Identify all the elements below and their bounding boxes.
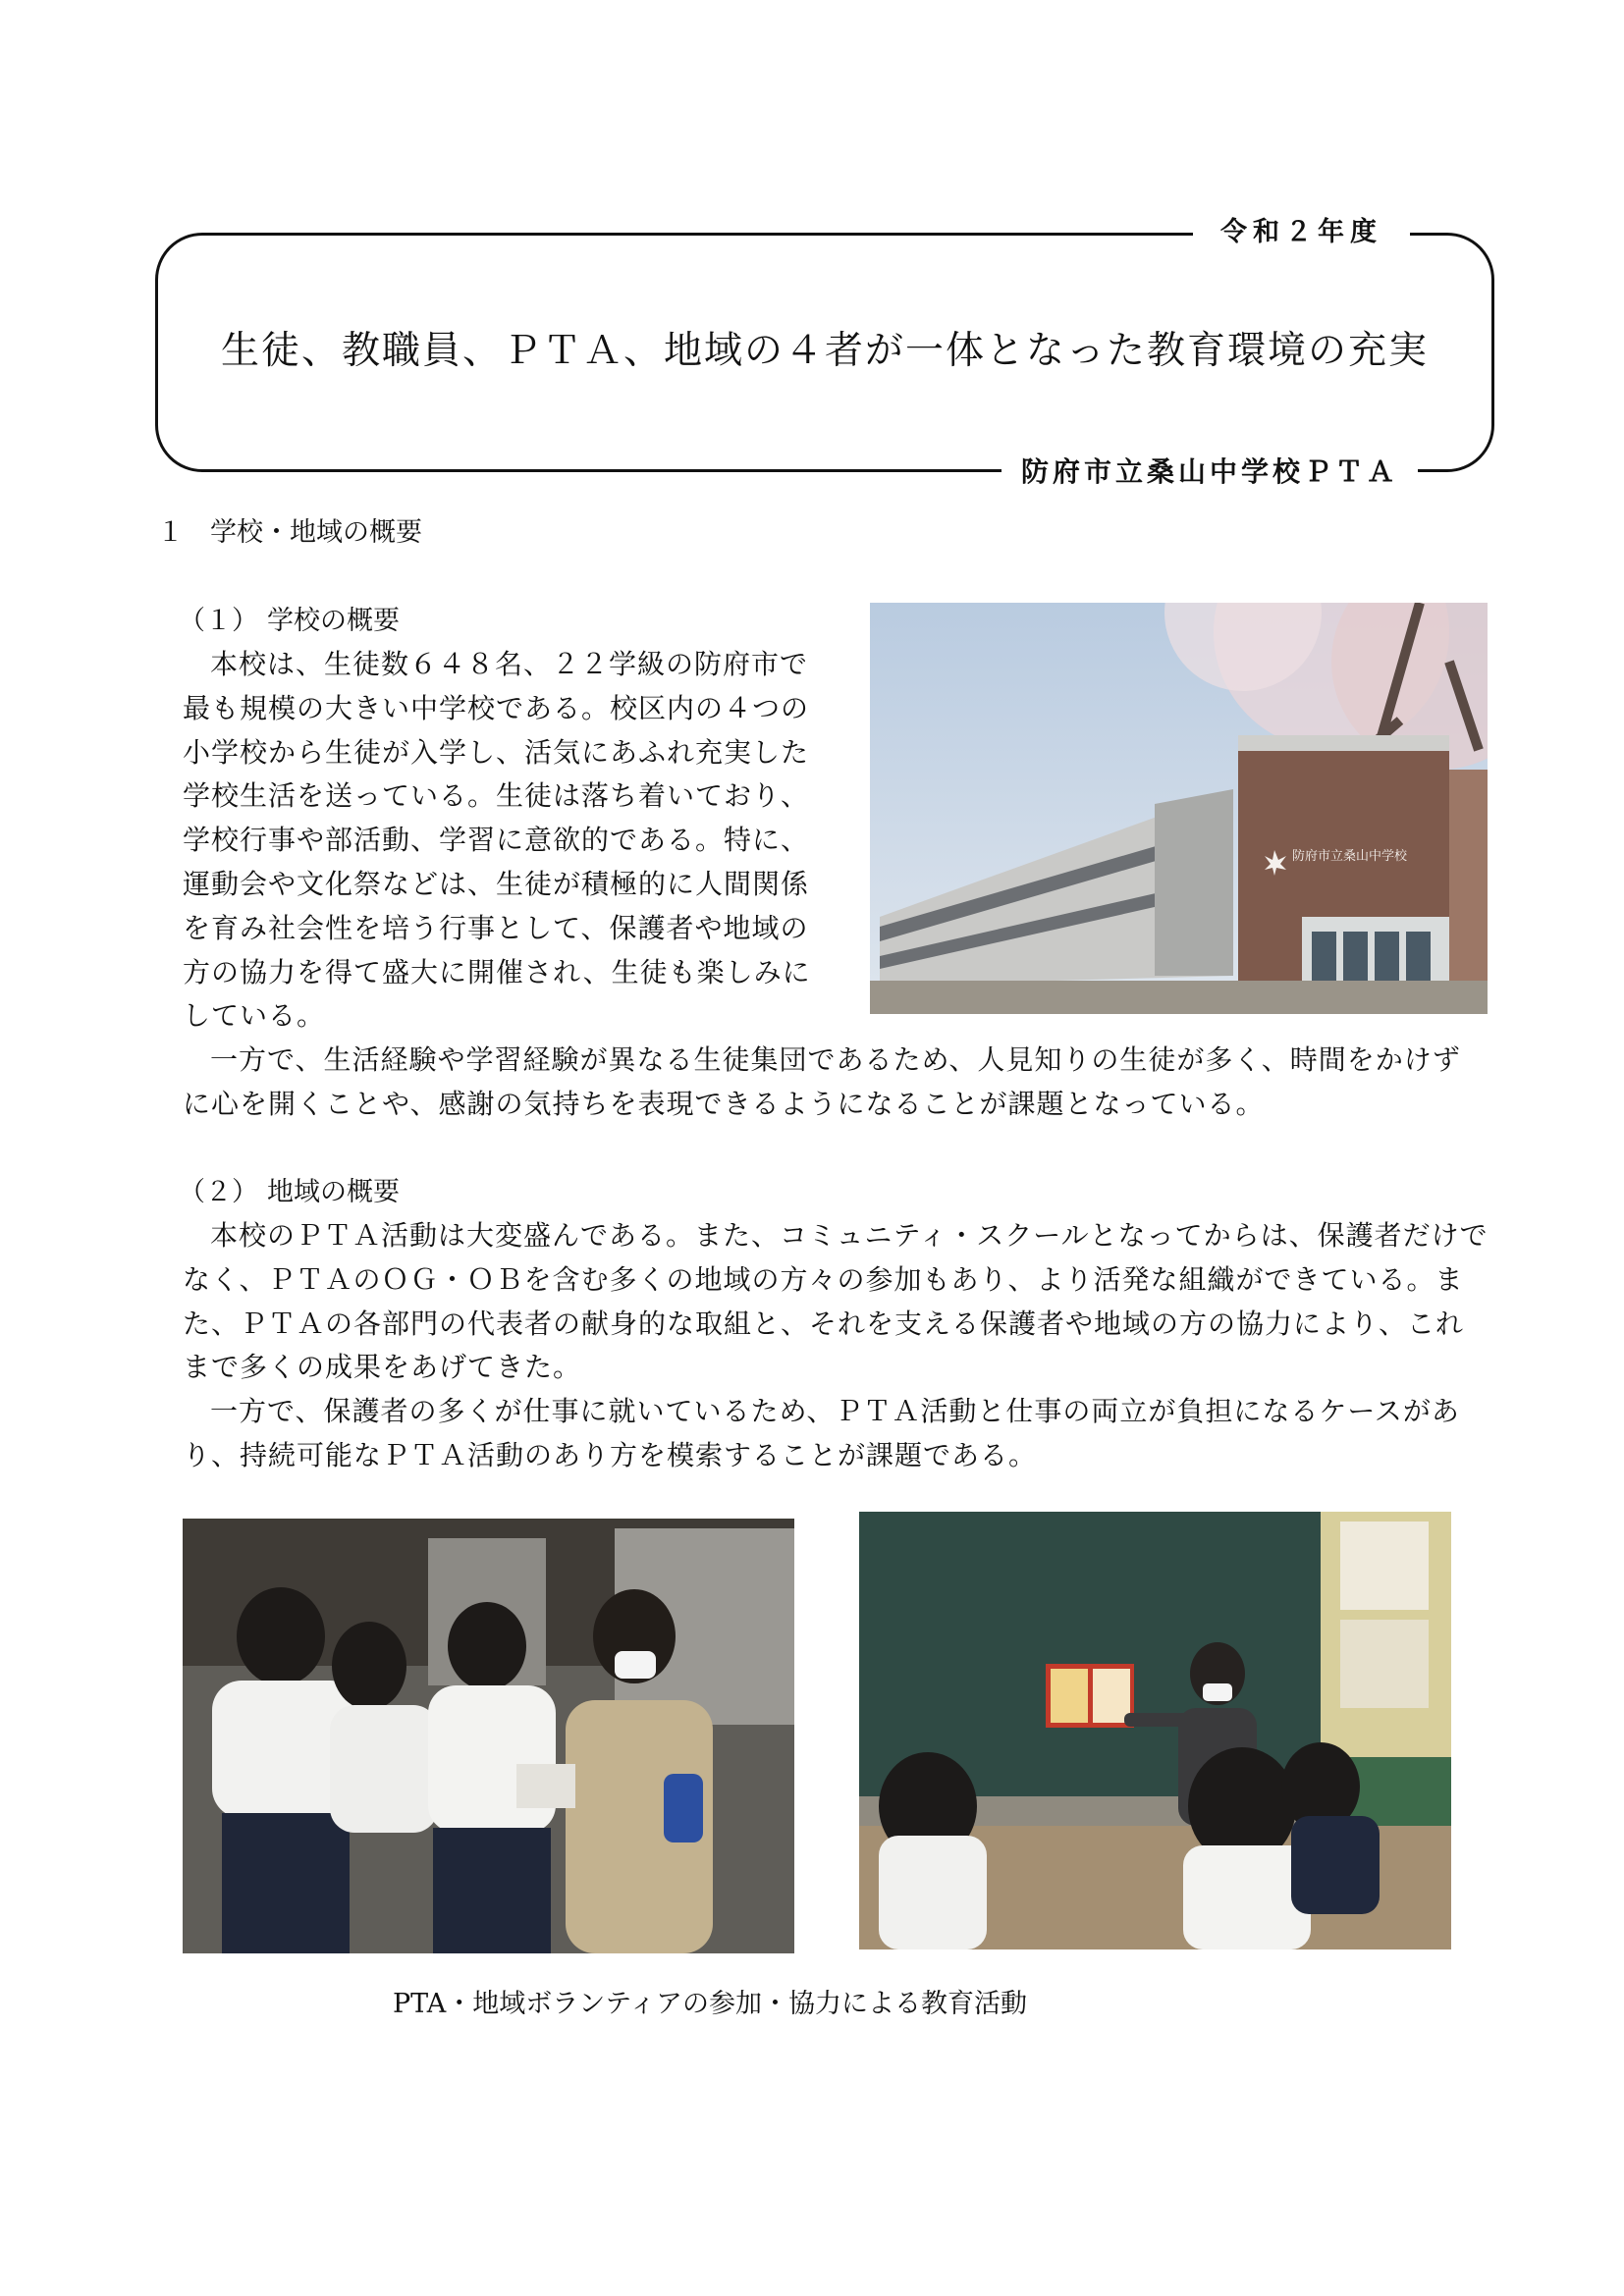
subsection-title: 地域の概要: [267, 1177, 400, 1207]
region-challenge-paragraph: 一方で、保護者の多くが仕事に就いているため、ＰＴＡ活動と仕事の両立が負担になるケースがあり、持続可能なＰＴＡ活動のあり方を模索することが課題である。: [183, 1395, 1460, 1471]
school-overview-paragraph: 本校は、生徒数６４８名、２２学級の防府市で最も規模の大きい中学校である。校区内の４つの小学校から生徒が入学し、活気にあふれ充実した学校生活を送っている。生徒は落ち着いており、学校行事や部活動、学習に意欲的である。特に、運動会や文化祭などは、生徒が積極的に人間関係を育み社会性を培う行事として、保護者や地域の方の協力を得て盛大に開催され、生徒も楽しみにしている。: [183, 648, 811, 1033]
subsection-title: 学校の概要: [267, 606, 400, 636]
organization-name: 防府市立桑山中学校ＰＴＡ: [1001, 450, 1418, 495]
subsection-number: （２）: [179, 1177, 258, 1207]
school-challenge-paragraph: 一方で、生活経験や学習経験が異なる生徒集団であるため、人見知りの生徒が多く、時間をかけずに心を開くことや、感謝の気持ちを表現できるようになることが課題となっている。: [183, 1043, 1461, 1120]
page-title: 生徒、教職員、ＰＴＡ、地域の４者が一体となった教育環境の充実: [220, 329, 1429, 373]
school-overview-heading: [179, 600, 400, 643]
students-volunteer-photo: [183, 1519, 794, 1953]
school-building-photo: [870, 603, 1488, 1014]
photo-caption: PTA・地域ボランティアの参加・協力による教育活動: [393, 1989, 1028, 2019]
classroom-reading-photo: [859, 1512, 1451, 1949]
region-overview-heading: [179, 1171, 400, 1214]
school-sign-text: 防府市立桑山中学校: [1292, 849, 1408, 864]
subsection-number: （１）: [179, 606, 258, 636]
section-heading: [157, 511, 422, 555]
fiscal-year-label: 令和２年度: [1193, 211, 1410, 254]
section-number: １: [157, 517, 184, 548]
section-title: 学校・地域の概要: [210, 517, 422, 548]
region-overview-paragraph: 本校のＰＴＡ活動は大変盛んである。また、コミュニティ・スクールとなってからは、保護者だけでなく、ＰＴＡのＯＧ・ＯＢを含む多くの地域の方々の参加もあり、より活発な組織ができている。また、ＰＴＡの各部門の代表者の献身的な取組と、それを支える保護者や地域の方の協力により、これまで多くの成果をあげてきた。: [183, 1219, 1489, 1384]
